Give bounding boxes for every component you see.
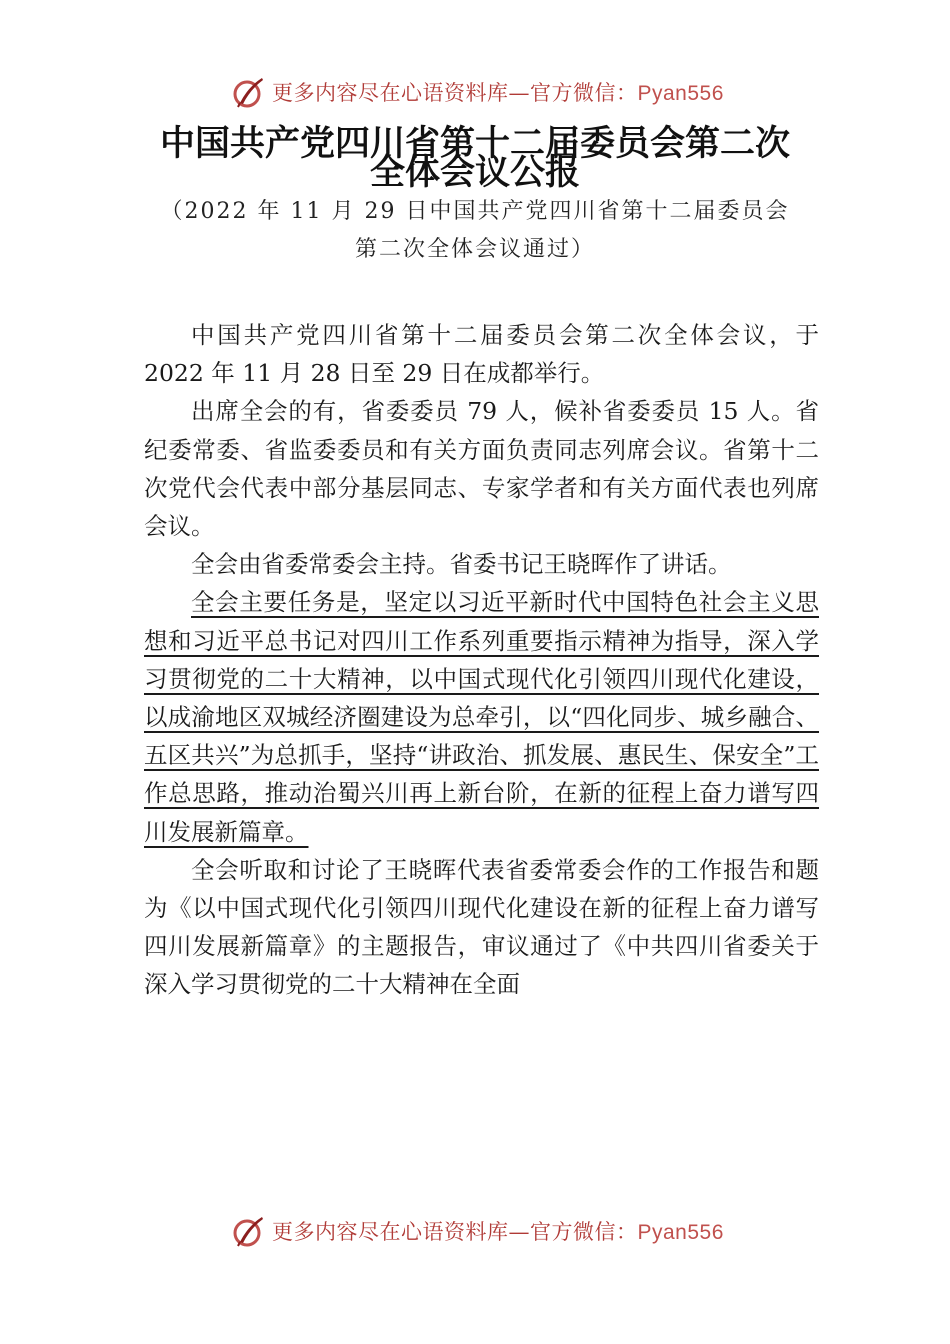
document-title-line1: 中国共产党四川省第十二届委员会第二次 (159, 124, 790, 164)
header-watermark (232, 72, 752, 112)
watermark-handle: Pyan556 (637, 82, 724, 105)
document-subtitle-line2: 第二次全体会议通过） (354, 237, 595, 262)
paragraph: 出席全会的有，省委委员 79 人，候补省委委员 15 人。省纪委常委、省监委委员和有关方面负责同志列席会议。省第十二次党代会代表中部分基层同志、专家学者和有关方面代表也列席会议。 (144, 397, 819, 541)
paragraph: 全会由省委常委会主持。省委书记王晓晖作了讲话。 (191, 550, 732, 579)
quill-logo-icon (232, 1214, 266, 1248)
document-subtitle-line1: （2022 年 11 月 29 日中国共产党四川省第十二届委员会 (160, 199, 790, 224)
paragraph: 全会听取和讨论了王晓晖代表省委常委会作的工作报告和题为《以中国式现代化引领四川现代化建设在新的征程上奋力谱写四川发展新篇章》的主题报告，审议通过了《中共四川省委关于深入学习贯彻党的二十大精神在全面 (144, 855, 819, 999)
document-body (144, 316, 819, 1004)
document-title-line2: 全体会议公报 (369, 153, 580, 193)
footer-watermark (232, 1211, 752, 1251)
underlined-text: 全会主要任务是，坚定以习近平新时代中国特色社会主义思想和习近平总书记对四川工作系列重要指示精神为指导，深入学习贯彻党的二十大精神，以中国式现代化引领四川现代化建设，以成渝地区双城经济圈建设为总牵引，以“四化同步、城乡融合、五区共兴”为总抓手，坚持“讲政治、抓发展、惠民生、保安全”工作总思路，推动治蜀兴川再上新台阶，在新的征程上奋力谱写四川发展新篇章。 (144, 588, 819, 846)
watermark-text: 更多内容尽在心语资料库—官方微信：Pyan556 (272, 1220, 724, 1244)
paragraph-underlined (144, 583, 819, 850)
paragraph: 中国共产党四川省第十二届委员会第二次全体会议，于 2022 年 11 月 28 日至 29 日在成都举行。 (144, 321, 819, 388)
watermark-text: 更多内容尽在心语资料库—官方微信：Pyan556 (272, 81, 724, 105)
quill-logo-icon (232, 75, 266, 109)
watermark-handle: Pyan556 (637, 1221, 724, 1244)
